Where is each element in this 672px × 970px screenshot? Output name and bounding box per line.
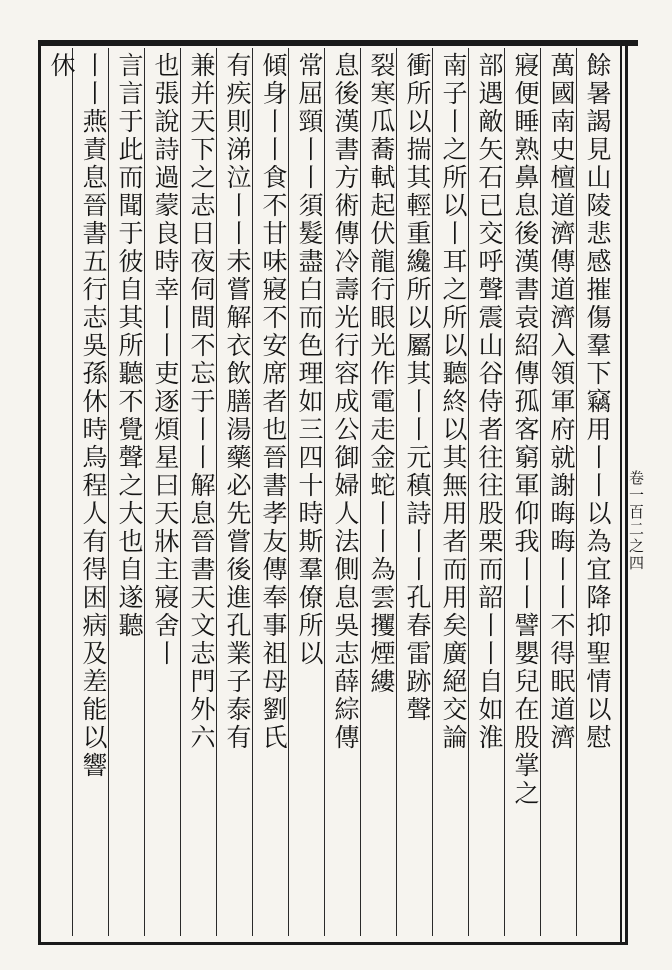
text-column-14: 言言于此而聞于彼自其所聽不覺聲之大也自遂聽 xyxy=(115,52,144,640)
top-rule xyxy=(38,40,638,46)
text-column-13: 也張說詩過蒙良時幸丨丨吏逐煩星曰天牀主寢舍丨 xyxy=(151,52,180,668)
text-column-1: 餘暑謁見山陵悲感摧傷羣下竊用丨丨以為宜降抑聖情以慰 xyxy=(583,52,612,752)
text-column-3: 寢便睡熟鼻息後漢書袁紹傳孤客窮軍仰我丨丨譬嬰兒在股掌之 xyxy=(511,52,540,808)
text-column-16: 休 xyxy=(47,52,76,80)
text-column-11: 有疾則涕泣丨丨未嘗解衣飲膳湯藥必先嘗後進孔業子泰有 xyxy=(223,52,252,752)
text-column-6: 衝所以揣其輕重纔所以屬其丨丨元稹詩丨丨孔春雷跡聲 xyxy=(403,52,432,724)
text-column-15: 丨丨燕責息晉書五行志吳孫休時烏程人有得困病及差能以響 xyxy=(79,52,108,780)
text-column-10: 傾身丨丨食不甘味寢不安席者也晉書孝友傳奉事祖母劉氏 xyxy=(259,52,288,752)
margin-label: 卷一百二之四 xyxy=(627,470,645,572)
text-column-9: 常屈頸丨丨須髮盡白而色理如三四十時斯羣僚所以 xyxy=(295,52,324,668)
text-column-5: 南子丨之所以丨耳之所以聽終以其無用者而用矣廣絕交論 xyxy=(439,52,468,752)
text-column-4: 部遇敵矢石已交呼聲震山谷侍者往往股栗而韶丨丨自如淮 xyxy=(475,52,504,752)
text-column-2: 萬國南史檀道濟傳道濟入領軍府就謝晦晦丨丨不得眠道濟 xyxy=(547,52,576,752)
text-column-7: 裂寒瓜蕎軾起伏龍行眼光作電走金蛇丨丨為雲攫煙縷 xyxy=(367,52,396,696)
text-column-8: 息後漢書方術傳冷壽光行容成公御婦人法側息吳志薛綜傳 xyxy=(331,52,360,752)
text-column-12: 兼并天下之志日夜伺間不忘于丨丨解息晉書天文志門外六 xyxy=(187,52,216,752)
